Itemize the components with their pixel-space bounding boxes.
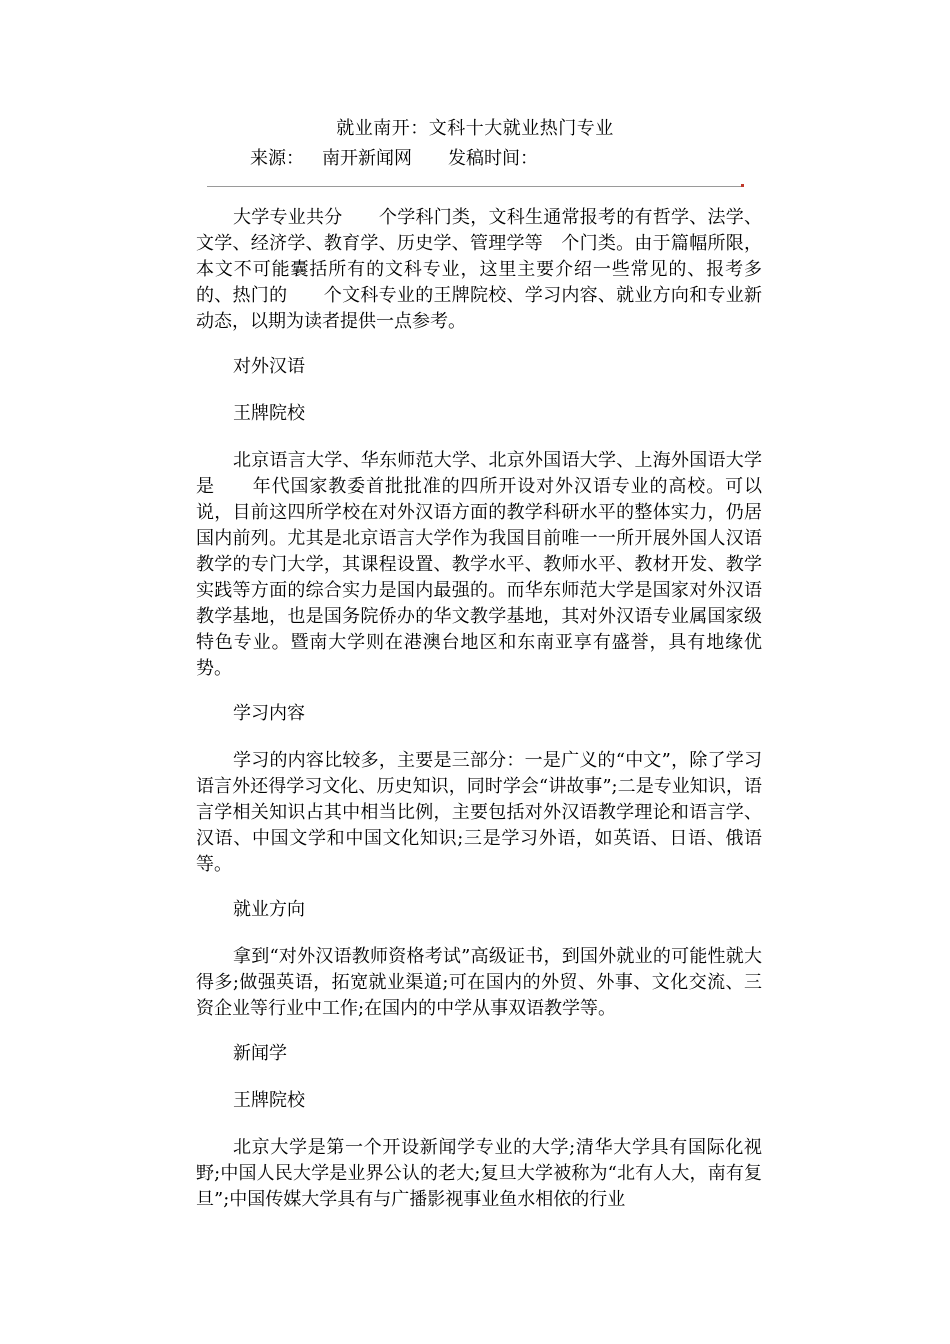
body-paragraph: 北京大学是第一个开设新闻学专业的大学;清华大学具有国际化视野;中国人民大学是业界公认的老大;复旦大学被称为“北有人大，南有复旦”;中国传媒大学具有与广播影视事业鱼水相依的行业 [196,1137,762,1210]
body-paragraph: 拿到“对外汉语教师资格考试”高级证书，到国外就业的可能性就大得多;做强英语，拓宽就业渠道;可在国内的外贸、外事、文化交流、三资企业等行业中工作;在国内的中学从事双语教学等。 [196,946,762,1019]
source-name: 南开新闻网 [322,148,412,169]
publish-time-label: 发稿时间： [448,148,538,169]
body-paragraph: 北京语言大学、华东师范大学、北京外国语大学、上海外国语大学是 年代国家教委首批批准的四所开设对外汉语专业的高校。可以说，目前这四所学校在对外汉语方面的教学科研水平的整体实力，仍居国内前列。尤其是北京语言大学作为我国目前唯一一所开展外国人汉语教学的专门大学，其课程设置、教学水平、教师水平、教材开发、教学实践等方面的综合实力是国内最强的。而华东师范大学是国家对外汉语教学基地，也是国务院侨办的华文教学基地，其对外汉语专业属国家级特色专业。暨南大学则在港澳台地区和东南亚享有盛誉，具有地缘优势。 [196,450,762,679]
subsection-heading: 王牌院校 [233,403,305,424]
subsection-heading: 学习内容 [233,703,305,724]
subsection-heading: 就业方向 [233,899,305,920]
article-title: 就业南开：文科十大就业热门专业 [336,118,614,139]
subsection-heading: 王牌院校 [233,1090,305,1111]
source-label: 来源： [250,148,304,169]
section-heading: 新闻学 [233,1043,287,1064]
intro-paragraph: 大学专业共分 个学科门类，文科生通常报考的有哲学、法学、文学、经济学、教育学、历史学、管理学等 个门类。由于篇幅所限，本文不可能囊括所有的文科专业，这里主要介绍一些常见的、报考多的、热门的 个文科专业的王牌院校、学习内容、就业方向和专业新动态，以期为读者提供一点参考。 [196,207,762,332]
section-heading: 对外汉语 [233,356,305,377]
header-divider [207,186,743,187]
divider-end-mark [741,184,744,187]
article-body [196,205,762,1232]
article-meta [250,148,538,170]
body-paragraph: 学习的内容比较多，主要是三部分：一是广义的“中文”，除了学习语言外还得学习文化、历史知识，同时学会“讲故事”;二是专业知识，语言学相关知识占其中相当比例，主要包括对外汉语教学理论和语言学、汉语、中国文学和中国文化知识;三是学习外语，如英语、日语、俄语等。 [196,750,762,875]
